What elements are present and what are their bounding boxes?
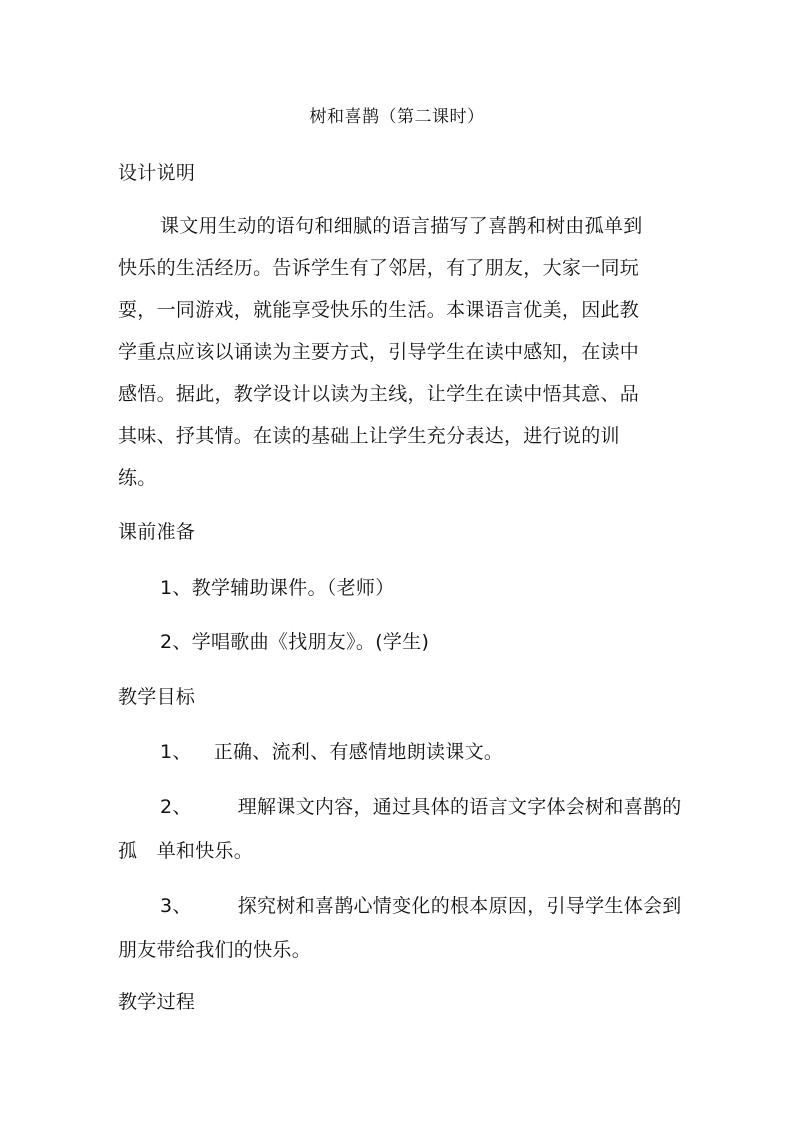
goal-number: 1、	[160, 741, 192, 763]
goal-number: 3、	[160, 895, 192, 917]
goal-text: 探究树和喜鹊心情变化的根本原因，引导学生体会到	[237, 895, 682, 917]
goal-text: 理解课文内容，通过具体的语言文字体会树和喜鹊的	[237, 796, 682, 818]
section-heading-process: 教学过程	[118, 991, 196, 1013]
goal-item	[160, 892, 720, 920]
document-title: 树和喜鹊（第二课时）	[309, 107, 485, 127]
section-heading-preparation: 课前准备	[118, 521, 196, 543]
paragraph-line: 学重点应该以诵读为主要方式，引导学生在读中感知，在读中	[118, 341, 640, 363]
paragraph-line: 课文用生动的语句和细腻的语言描写了喜鹊和树由孤单到	[160, 215, 643, 237]
goal-item	[160, 793, 720, 821]
goal-text: 正确、流利、有感情地朗读课文。	[213, 741, 504, 763]
paragraph-line: 其味、抒其情。在读的基础上让学生充分表达，进行说的训	[118, 425, 620, 447]
paragraph-line: 耍，一同游戏，就能享受快乐的生活。本课语言优美，因此教	[118, 299, 640, 321]
goal-number: 2、	[160, 796, 192, 818]
list-item: 2、学唱歌曲《找朋友》。(学生)	[160, 631, 430, 653]
paragraph-line: 练。	[118, 467, 157, 489]
paragraph-line: 感悟。据此，教学设计以读为主线，让学生在读中悟其意、品	[118, 383, 640, 405]
section-heading-goals: 教学目标	[118, 686, 196, 708]
section-heading-design: 设计说明	[118, 162, 196, 184]
goal-text-continued: 朋友带给我们的快乐。	[118, 939, 312, 961]
goal-text-continued: 孤 单和快乐。	[118, 840, 254, 862]
goal-item	[160, 738, 720, 766]
paragraph-line: 快乐的生活经历。告诉学生有了邻居，有了朋友，大家一同玩	[118, 257, 640, 279]
list-item: 1、教学辅助课件。（老师）	[160, 577, 395, 599]
